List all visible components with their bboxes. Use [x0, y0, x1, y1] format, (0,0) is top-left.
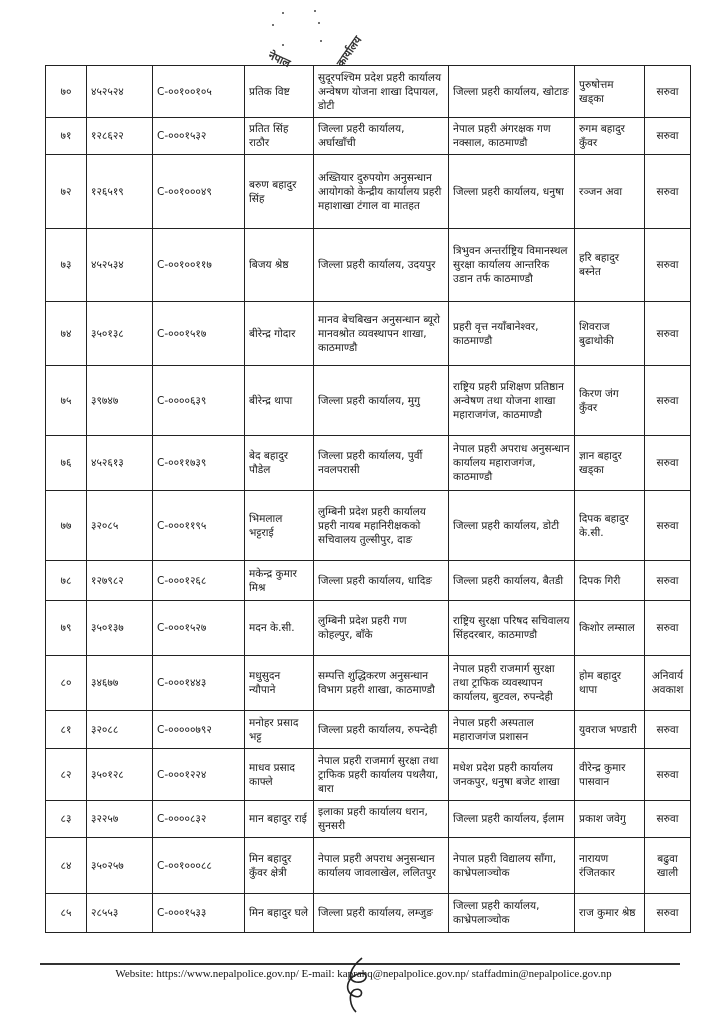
row-personnel-number: ३४६७७: [87, 656, 153, 711]
row-name: मिन बहादुर कुँवर क्षेत्री: [245, 838, 314, 894]
row-replacement: प्रकाश जवेगु: [575, 801, 645, 838]
row-serial-number: ७५: [46, 366, 87, 436]
stamp-text-left: नेपाल: [266, 48, 293, 71]
table-row: [46, 366, 691, 436]
row-name: मदन के.सी.: [245, 601, 314, 656]
table-row: [46, 749, 691, 801]
row-name: बिजय श्रेष्ठ: [245, 229, 314, 302]
row-code: C-०००००७९२: [153, 711, 245, 749]
row-personnel-number: ४५२५२४: [87, 66, 153, 118]
row-new-office: प्रहरी वृत्त नयाँबानेश्वर, काठमाण्डौ: [449, 302, 575, 366]
row-personnel-number: ३२०८५: [87, 491, 153, 561]
row-name: बेद बहादुर पौडेल: [245, 436, 314, 491]
table-row: [46, 436, 691, 491]
table-row: [46, 491, 691, 561]
row-personnel-number: ३९७४७: [87, 366, 153, 436]
row-code: C-००१००११७: [153, 229, 245, 302]
row-new-office: त्रिभुवन अन्तर्राष्ट्रिय विमानस्थल सुरक्षा कार्यालय आन्तरिक उडान तर्फ काठमाण्डौ: [449, 229, 575, 302]
row-current-office: लुम्बिनी प्रदेश प्रहरी कार्यालय प्रहरी नायब महानिरीक्षकको सचिवालय तुल्सीपुर, दाङ: [314, 491, 449, 561]
row-replacement: शिवराज बुढाथोकी: [575, 302, 645, 366]
row-current-office: जिल्ला प्रहरी कार्यालय, लम्जुङ: [314, 894, 449, 933]
row-status: बढुवा खाली: [645, 838, 691, 894]
row-replacement: किशोर लम्साल: [575, 601, 645, 656]
row-status: सरुवा: [645, 561, 691, 601]
row-replacement: रुगम बहादुर कुँवर: [575, 118, 645, 155]
stamp-mark: [282, 12, 284, 14]
row-current-office: जिल्ला प्रहरी कार्यालय, उदयपुर: [314, 229, 449, 302]
row-replacement: राज कुमार श्रेष्ठ: [575, 894, 645, 933]
row-replacement: दिपक बहादुर के.सी.: [575, 491, 645, 561]
row-code: C-०००१२६८: [153, 561, 245, 601]
office-stamp: [262, 4, 382, 71]
stamp-mark: [318, 22, 320, 24]
stamp-mark: [282, 44, 284, 46]
row-replacement: दिपक गिरी: [575, 561, 645, 601]
row-personnel-number: ४५२५३४: [87, 229, 153, 302]
row-serial-number: ७४: [46, 302, 87, 366]
row-serial-number: ७०: [46, 66, 87, 118]
row-new-office: राष्ट्रिय प्रहरी प्रशिक्षण प्रतिष्ठान अन्वेषण तथा योजना शाखा महाराजगंज, काठमाण्डौ: [449, 366, 575, 436]
row-replacement: रञ्जन अवा: [575, 155, 645, 229]
row-current-office: मानव बेचबिखन अनुसन्धान ब्यूरो मानवश्रोत व्यवस्थापन शाखा, काठमाण्डौ: [314, 302, 449, 366]
row-serial-number: ८४: [46, 838, 87, 894]
row-personnel-number: ३५०२५७: [87, 838, 153, 894]
row-personnel-number: ३५०१३७: [87, 601, 153, 656]
table-row: [46, 155, 691, 229]
row-name: मिन बहादुर घले: [245, 894, 314, 933]
table-row: [46, 561, 691, 601]
row-name: मनोहर प्रसाद भट्ट: [245, 711, 314, 749]
row-personnel-number: ४५२६१३: [87, 436, 153, 491]
row-status: सरुवा: [645, 118, 691, 155]
table-row: [46, 894, 691, 933]
row-new-office: जिल्ला प्रहरी कार्यालय, काभ्रेपलाञ्चोक: [449, 894, 575, 933]
row-status: सरुवा: [645, 155, 691, 229]
row-serial-number: ८३: [46, 801, 87, 838]
row-replacement: युवराज भण्डारी: [575, 711, 645, 749]
table-row: [46, 66, 691, 118]
row-personnel-number: १२६५१९: [87, 155, 153, 229]
row-replacement: पुरुषोत्तम खड्का: [575, 66, 645, 118]
row-name: बरुण बहादुर सिंह: [245, 155, 314, 229]
row-status: सरुवा: [645, 601, 691, 656]
row-status: सरुवा: [645, 436, 691, 491]
row-code: C-०००१५३३: [153, 894, 245, 933]
row-new-office: नेपाल प्रहरी अपराध अनुसन्धान कार्यालय महाराजगंज, काठमाण्डौ: [449, 436, 575, 491]
row-status: सरुवा: [645, 302, 691, 366]
row-status: सरुवा: [645, 366, 691, 436]
row-replacement: वीरेन्द्र कुमार पासवान: [575, 749, 645, 801]
table-row: [46, 118, 691, 155]
row-new-office: नेपाल प्रहरी राजमार्ग सुरक्षा तथा ट्राफिक व्यवस्थापन कार्यालय, बुटवल, रुपन्देही: [449, 656, 575, 711]
row-status: सरुवा: [645, 66, 691, 118]
row-name: माधव प्रसाद काफ्ले: [245, 749, 314, 801]
row-serial-number: ७१: [46, 118, 87, 155]
row-current-office: सम्पत्ति शुद्धिकरण अनुसन्धान विभाग प्रहरी शाखा, काठमाण्डौ: [314, 656, 449, 711]
row-code: C-००१००१०५: [153, 66, 245, 118]
row-serial-number: ७३: [46, 229, 87, 302]
row-new-office: नेपाल प्रहरी विद्यालय साँगा, काभ्रेपलाञ्चोक: [449, 838, 575, 894]
row-name: बीरेन्द्र थापा: [245, 366, 314, 436]
row-status: सरुवा: [645, 711, 691, 749]
row-code: C-००१०००४९: [153, 155, 245, 229]
row-current-office: सुदूरपश्चिम प्रदेश प्रहरी कार्यालय अन्वेषण योजना शाखा दिपायल, डोटी: [314, 66, 449, 118]
row-serial-number: ७७: [46, 491, 87, 561]
row-serial-number: ७८: [46, 561, 87, 601]
row-current-office: नेपाल प्रहरी अपराध अनुसन्धान कार्यालय जावलाखेल, ललितपुर: [314, 838, 449, 894]
row-replacement: ज्ञान बहादुर खड्का: [575, 436, 645, 491]
row-new-office: जिल्ला प्रहरी कार्यालय, धनुषा: [449, 155, 575, 229]
row-personnel-number: २८५५३: [87, 894, 153, 933]
row-status: सरुवा: [645, 229, 691, 302]
row-current-office: जिल्ला प्रहरी कार्यालय, धादिङ: [314, 561, 449, 601]
table-row: [46, 801, 691, 838]
row-replacement: नारायण रंजितकार: [575, 838, 645, 894]
stamp-mark: [272, 24, 274, 26]
transfer-table: [45, 65, 691, 933]
row-personnel-number: १२८६२२: [87, 118, 153, 155]
row-personnel-number: ३५०१२८: [87, 749, 153, 801]
row-current-office: इलाका प्रहरी कार्यालय धरान, सुनसरी: [314, 801, 449, 838]
row-new-office: राष्ट्रिय सुरक्षा परिषद सचिवालय सिंहदरबार, काठमाण्डौ: [449, 601, 575, 656]
row-code: C-०००१५२७: [153, 601, 245, 656]
row-personnel-number: १२७९८२: [87, 561, 153, 601]
row-replacement: किरण जंग कुँवर: [575, 366, 645, 436]
row-status: सरुवा: [645, 749, 691, 801]
row-status: अनिवार्य अवकाश: [645, 656, 691, 711]
row-code: C-००००८३२: [153, 801, 245, 838]
footer-contact: Website: https://www.nepalpolice.gov.np/ E-mail: kaprahq@nepalpolice.gov.np/ staffadmin@nepalpolice.gov.np: [115, 968, 612, 980]
signature: [340, 956, 376, 1014]
row-new-office: जिल्ला प्रहरी कार्यालय, ईलाम: [449, 801, 575, 838]
row-name: मान बहादुर राई: [245, 801, 314, 838]
row-personnel-number: ३२२५७: [87, 801, 153, 838]
table-row: [46, 711, 691, 749]
row-name: प्रतित सिंह राठौर: [245, 118, 314, 155]
row-code: C-००००६३९: [153, 366, 245, 436]
row-current-office: जिल्ला प्रहरी कार्यालय, रुपन्देही: [314, 711, 449, 749]
row-new-office: जिल्ला प्रहरी कार्यालय, डोटी: [449, 491, 575, 561]
row-current-office: जिल्ला प्रहरी कार्यालय, मुगु: [314, 366, 449, 436]
table-row: [46, 601, 691, 656]
row-serial-number: ८०: [46, 656, 87, 711]
row-new-office: जिल्ला प्रहरी कार्यालय, बैतडी: [449, 561, 575, 601]
row-serial-number: ८१: [46, 711, 87, 749]
row-serial-number: ७९: [46, 601, 87, 656]
row-name: मकेन्द्र कुमार मिश्र: [245, 561, 314, 601]
row-replacement: हरि बहादुर बस्नेत: [575, 229, 645, 302]
row-name: प्रतिक विष्ट: [245, 66, 314, 118]
row-code: C-०००१५३२: [153, 118, 245, 155]
row-name: बीरेन्द्र गोदार: [245, 302, 314, 366]
stamp-mark: [320, 40, 322, 42]
row-new-office: मधेश प्रदेश प्रहरी कार्यालय जनकपुर, धनुषा बजेट शाखा: [449, 749, 575, 801]
row-replacement: होम बहादुर थापा: [575, 656, 645, 711]
row-current-office: जिल्ला प्रहरी कार्यालय, अर्घाखाँची: [314, 118, 449, 155]
stamp-text-right: कार्यालय: [334, 33, 365, 70]
table-row: [46, 838, 691, 894]
table-row: [46, 302, 691, 366]
table-row: [46, 656, 691, 711]
row-personnel-number: ३२०८८: [87, 711, 153, 749]
row-new-office: नेपाल प्रहरी अंगरक्षक गण नक्साल, काठमाण्डौ: [449, 118, 575, 155]
row-serial-number: ८२: [46, 749, 87, 801]
row-new-office: जिल्ला प्रहरी कार्यालय, खोटाङ: [449, 66, 575, 118]
row-code: C-००१०००८८: [153, 838, 245, 894]
row-new-office: नेपाल प्रहरी अस्पताल महाराजगंज प्रशासन: [449, 711, 575, 749]
row-current-office: नेपाल प्रहरी राजमार्ग सुरक्षा तथा ट्राफिक प्रहरी कार्यालय पथलैया, बारा: [314, 749, 449, 801]
row-serial-number: ७६: [46, 436, 87, 491]
row-code: C-०००१४४३: [153, 656, 245, 711]
stamp-mark: [314, 10, 316, 12]
row-current-office: अख्तियार दुरुपयोग अनुसन्धान आयोगको केन्द्रीय कार्यालय प्रहरी महाशाखा टंगाल वा मातहत: [314, 155, 449, 229]
row-code: C-०००१५१७: [153, 302, 245, 366]
row-status: सरुवा: [645, 894, 691, 933]
row-personnel-number: ३५०१३८: [87, 302, 153, 366]
row-serial-number: ७२: [46, 155, 87, 229]
row-serial-number: ८५: [46, 894, 87, 933]
table-row: [46, 229, 691, 302]
row-code: C-००११७३९: [153, 436, 245, 491]
row-current-office: लुम्बिनी प्रदेश प्रहरी गण कोहल्पुर, बाँके: [314, 601, 449, 656]
row-code: C-०००१२२४: [153, 749, 245, 801]
row-name: मधुसुदन न्यौपाने: [245, 656, 314, 711]
row-current-office: जिल्ला प्रहरी कार्यालय, पुर्वी नवलपरासी: [314, 436, 449, 491]
row-status: सरुवा: [645, 491, 691, 561]
row-code: C-०००११९५: [153, 491, 245, 561]
row-status: सरुवा: [645, 801, 691, 838]
row-name: भिमलाल भट्टराई: [245, 491, 314, 561]
